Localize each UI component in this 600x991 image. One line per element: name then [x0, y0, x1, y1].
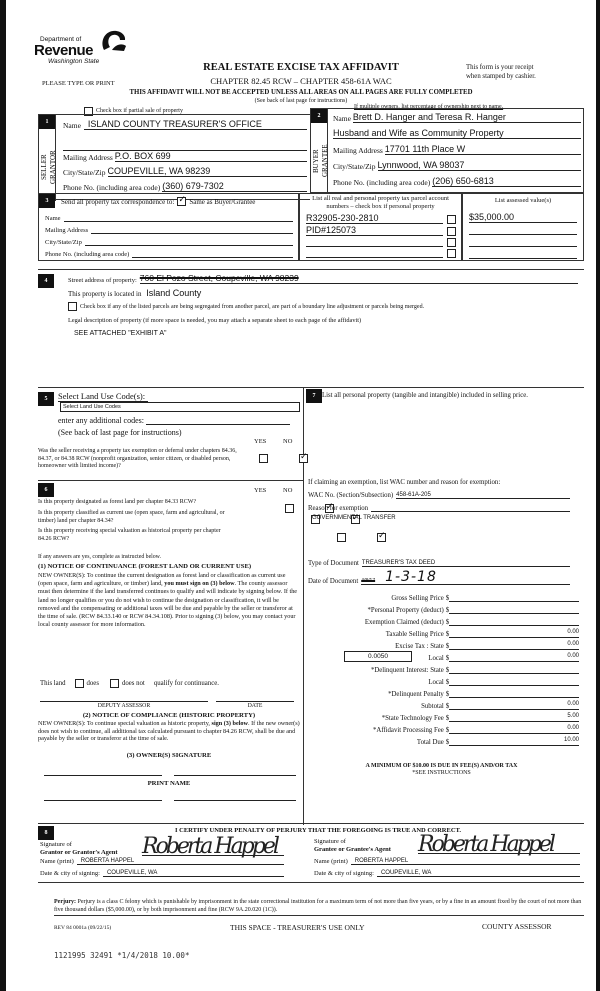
parcel-field[interactable]: PID#125073	[306, 225, 443, 236]
section6-divider	[38, 480, 304, 481]
left-column	[38, 387, 304, 825]
reason-field[interactable]: GOVERNMENTAL TRANSFER	[312, 515, 396, 521]
buyer-phone-field[interactable]: (206) 650-6813	[432, 176, 581, 187]
parcel-numbers-box	[299, 193, 462, 261]
assessed-value-field[interactable]	[469, 248, 577, 259]
continuance-row	[40, 679, 219, 688]
seller-name2-field[interactable]	[63, 141, 307, 151]
same-as-buyer-label: Same as Buyer/Grantee	[189, 197, 256, 206]
seller-mailing-field[interactable]: P.O. BOX 699	[115, 151, 307, 162]
corr-mailing-label: Mailing Address	[45, 227, 89, 234]
additional-codes-field[interactable]	[146, 417, 290, 425]
grantee-signature-label: Signature of Grantee or Grantee's Agent	[314, 838, 391, 853]
fee-row: Local $ 0.00	[428, 653, 580, 662]
buyer-city-label: City/State/Zip	[333, 162, 376, 171]
reason-row	[308, 505, 570, 512]
buyer-mailing-field[interactable]: 17701 11th Place W	[385, 144, 581, 155]
section-number-1: 1	[39, 115, 55, 129]
section-correspondence	[38, 193, 299, 261]
corr-city-row	[45, 238, 293, 246]
see-back-note: (See back of last page for instructions)	[254, 98, 348, 104]
excise-tax-local-field[interactable]: 0.00	[449, 653, 579, 662]
receipt-note	[466, 63, 536, 81]
section-property	[38, 269, 584, 337]
fee-row: *Delinquent Interest: State $	[304, 665, 579, 674]
fee-row: Taxable Selling Price $ 0.00	[385, 629, 580, 638]
segregated-row	[68, 302, 424, 311]
date-label: DATE	[247, 703, 263, 709]
grantor-signature-field[interactable]	[142, 834, 284, 859]
logo-line1: Department of	[40, 36, 82, 43]
personal-property-checkbox[interactable]	[447, 215, 456, 224]
affidavit-processing-fee-field[interactable]: 0.00	[449, 725, 579, 734]
grantor-date-label: Date & city of signing:	[40, 870, 100, 877]
street-row	[68, 273, 578, 284]
corr-city-field[interactable]	[85, 238, 293, 246]
buyer-name-label: Name	[333, 114, 351, 123]
see-instructions-note: *SEE INSTRUCTIONS	[412, 770, 471, 776]
owner-signature-line-2[interactable]	[174, 775, 296, 776]
land-use-see-back: (See back of last page for instructions)	[58, 428, 182, 437]
yes-header: YES	[254, 487, 267, 494]
parcel-row	[306, 213, 456, 224]
multiple-owners-note: If multiple owners, list percentage of ownership next to name.	[354, 104, 504, 110]
corr-name-field[interactable]	[64, 214, 293, 222]
grantee-name-row	[314, 858, 580, 865]
minimum-due-note: A MINIMUM OF $10.00 IS DUE IN FEE(S) AND/OR TAX	[365, 763, 518, 769]
personal-property-checkbox[interactable]	[447, 227, 456, 236]
logo-line2: Revenue	[34, 42, 94, 59]
assessed-value-field[interactable]	[469, 224, 577, 235]
parcel-row	[306, 225, 456, 236]
seller-mailing-row	[63, 151, 307, 162]
grantor-name-field[interactable]: ROBERTA HAPPEL	[77, 858, 284, 865]
dor-swirl-icon	[98, 28, 128, 54]
doc-date-row	[308, 571, 570, 585]
buyer-city-field[interactable]: Lynnwood, WA 98037	[378, 160, 582, 171]
does-label: does	[86, 680, 99, 687]
fee-row: Local $	[304, 677, 579, 686]
segregated-checkbox[interactable]	[68, 302, 77, 311]
reason-label: Reason for exemption	[308, 505, 369, 512]
grantee-name-field[interactable]: ROBERTA HAPPEL	[351, 858, 580, 865]
notice-compliance-title: (2) NOTICE OF COMPLIANCE (HISTORIC PROPERTY)	[82, 712, 256, 719]
deputy-line[interactable]	[40, 701, 208, 702]
land-use-label: Select Land Use Code(s):	[58, 391, 148, 402]
corr-mailing-field[interactable]	[91, 226, 293, 234]
print-name-title: PRINT NAME	[147, 780, 191, 787]
fee-row: Total Due $ 10.00	[416, 737, 580, 746]
section-number-2: 2	[311, 109, 327, 123]
additional-codes-row	[58, 416, 290, 425]
perjury-notice: Perjury: Perjury is a class C felony which is punishable by imprisonment in the state correctional institution for a maximum term of not more than five years, or by a fine in an amount fixed by the court of not more than five thousand dollars ($5,000.00), or by both imprisonment and fine (RCW 9A.20.020 (1C)).	[54, 898, 584, 916]
parcel-field[interactable]: R32905-230-2810	[306, 213, 443, 224]
no-header: NO	[283, 487, 293, 494]
seller-side	[39, 115, 56, 201]
buyer-side-label: BUYER GRANTEE	[312, 144, 329, 178]
wac-field[interactable]: 458-61A-205	[396, 492, 570, 499]
street-field[interactable]: 760 El Pozo Street, Coupeville, WA 98239	[139, 273, 299, 283]
legal-description-label: Legal description of property (if more space is needed, you may attach a separate sheet to each page of the affidavit)	[68, 317, 362, 324]
section-buyer	[310, 108, 584, 193]
notice-compliance-text: NEW OWNER(S): To continue special valuation as historic property, sign (3) below. If the new owner(s) does not wish to continue, all additional tax calculated pursuant to chapter 84.26 RCW, shall be due and payable by the seller or transferor at the time of sale.	[38, 720, 300, 742]
grantee-signature: Roberta Happel	[418, 832, 553, 857]
grantor-name-row	[40, 858, 284, 865]
logo-line3: Washington State	[48, 58, 100, 65]
forest-land-question: Is this property designated as forest land per chapter 84.33 RCW?	[38, 499, 197, 505]
grantee-name-label: Name (print)	[314, 858, 348, 865]
exemption-claim-label: If claiming an exemption, list WAC number and reason for exemption:	[308, 479, 501, 486]
parcel-header: List all real and personal property tax parcel account numbers – check box if personal property	[312, 195, 449, 210]
buyer-mailing-label: Mailing Address	[333, 146, 383, 155]
doc-date-struck: 4/8/17	[361, 578, 376, 584]
forest-yes-checkbox[interactable]	[285, 504, 294, 513]
grantee-date-row	[314, 870, 580, 877]
grantor-name-label: Name (print)	[40, 858, 74, 865]
parcel-row	[306, 237, 456, 247]
treasurer-use-label: THIS SPACE - TREASURER'S USE ONLY	[230, 923, 365, 932]
section-number-5: 5	[38, 392, 54, 406]
seller-side-label: SELLER GRANTOR	[40, 150, 57, 184]
scan-left-edge	[0, 0, 6, 991]
assessed-value-field[interactable]: $35,000.00	[469, 212, 577, 223]
section-number-3: 3	[39, 194, 55, 208]
buyer-name-row	[333, 112, 581, 123]
seller-name-field[interactable]: ISLAND COUNTY TREASURER'S OFFICE	[84, 119, 307, 130]
fee-row: *State Technology Fee $ 5.00	[381, 713, 580, 722]
corr-name-row	[45, 214, 293, 222]
additional-codes-label: enter any additional codes:	[58, 416, 144, 425]
legal-description-field[interactable]: SEE ATTACHED "EXHIBIT A"	[74, 330, 167, 337]
buyer-phone-row	[333, 176, 581, 187]
same-as-buyer-checkbox[interactable]	[177, 197, 186, 206]
right-column	[304, 387, 584, 817]
notice-continuance-text: NEW OWNER(S): To continue the current designation as forest land or classification as current use (open space, farm and agriculture, or timber) land, you must sign on (3) below. The county assessor must then determine if the land transferred continues to qualify and will indicate by signing below. If the land no longer qualifies or you do not wish to continue the designation or classification, it will be removed and the compensating or additional taxes will be due and payable by the seller or transferor at the time of sale. (RCW 84.33.140 or RCW 84.34.108). Prior to signing (3) below, you may contact your local county assessor for more information.	[38, 572, 298, 629]
if-yes-note: If any answers are yes, complete as instructed below.	[38, 554, 161, 560]
historical-question: Is this property receiving special valuation as historical property per chapter 84.26 RCW?	[38, 528, 221, 542]
receipt-note-line2: when stamped by cashier.	[466, 73, 536, 80]
buyer-phone-label: Phone No. (including area code)	[333, 178, 431, 187]
wac-label: WAC No. (Section/Subsection)	[308, 492, 394, 499]
grantor-city-field[interactable]: COUPEVILLE, WA	[103, 870, 284, 877]
buyer-name2-row	[333, 128, 581, 139]
located-row	[68, 288, 201, 298]
seller-name-label: Name	[63, 121, 81, 130]
dor-logo	[36, 26, 136, 66]
located-label: This property is located in	[68, 290, 142, 298]
section-number-8: 8	[38, 826, 54, 840]
gross-selling-price-field[interactable]	[449, 593, 579, 602]
assessed-values-header: List assessed value(s)	[494, 197, 552, 204]
corr-name-label: Name	[45, 215, 61, 222]
doc-date-label: Date of Document	[308, 578, 359, 585]
seller-phone-row	[63, 181, 307, 192]
total-due-field[interactable]: 10.00	[449, 737, 579, 746]
delinquent-interest-state-field[interactable]	[449, 665, 579, 674]
assessed-value-field[interactable]	[469, 236, 577, 247]
fee-row: Exemption Claimed (deduct) $	[304, 617, 579, 626]
warning-text: THIS AFFIDAVIT WILL NOT BE ACCEPTED UNLESS ALL AREAS ON ALL PAGES ARE FULLY COMPLETED	[129, 89, 473, 96]
delinquent-interest-local-field[interactable]	[449, 677, 579, 686]
land-use-select[interactable]: Select Land Use Codes	[60, 402, 300, 412]
scan-right-edge	[596, 0, 600, 991]
subtotal-field[interactable]: 0.00	[449, 701, 579, 710]
seller-city-row	[63, 166, 307, 177]
located-field[interactable]: Island County	[146, 288, 202, 298]
yes-header: YES	[254, 438, 267, 445]
doc-date-field[interactable]: 1-3-18	[385, 569, 437, 585]
fee-row: *Affidavit Processing Fee $ 0.00	[372, 725, 580, 734]
exemption-yes-checkbox[interactable]	[259, 454, 268, 463]
assessed-values-box	[462, 193, 584, 261]
form-number: REV 84 0001a (09/22/15)	[54, 925, 112, 931]
grantee-city-field[interactable]: COUPEVILLE, WA	[377, 870, 580, 877]
section-certify	[38, 823, 584, 883]
segregated-label: Check box if any of the listed parcels are being segregated from another parcel, are part of a boundary line adjustment or parcels being merged.	[80, 303, 425, 310]
seller-name-row	[63, 119, 307, 130]
corr-phone-field[interactable]	[132, 250, 293, 258]
grantor-date-row	[40, 870, 284, 877]
form-subtitle: CHAPTER 82.45 RCW – CHAPTER 458-61A WAC	[210, 76, 392, 86]
no-header: NO	[283, 438, 293, 445]
current-use-question: Is this property classified as current use (open space, farm and agricultural, or timber) land per chapter 84.34?	[38, 510, 225, 524]
does-not-checkbox[interactable]	[110, 679, 119, 688]
doc-type-field[interactable]: TREASURER'S TAX DEED	[362, 560, 570, 567]
fee-row: Subtotal $ 0.00	[421, 701, 580, 710]
section-number-7: 7	[306, 389, 322, 403]
seller-city-label: City/State/Zip	[63, 168, 106, 177]
this-land-label: This land	[40, 680, 66, 687]
correspondence-row	[61, 197, 255, 206]
corr-city-label: City/State/Zip	[45, 239, 82, 246]
seller-city-field[interactable]: COUPEVILLE, WA 98239	[108, 166, 308, 177]
parcel-row	[306, 248, 456, 258]
affidavit-page	[6, 0, 596, 991]
partial-sale-label: Check box if partial sale of property	[96, 108, 183, 114]
section-number-6: 6	[38, 483, 54, 497]
buyer-side	[311, 109, 328, 193]
local-rate-box: 0.0050	[344, 651, 412, 662]
seller-phone-field[interactable]: (360) 679-7302	[162, 181, 307, 192]
deputy-assessor-label: DEPUTY ASSESSOR	[97, 703, 151, 709]
print-name-line-2[interactable]	[174, 800, 296, 801]
parcel-field[interactable]	[306, 237, 443, 247]
form-title: REAL ESTATE EXCISE TAX AFFIDAVIT	[203, 62, 399, 73]
does-not-label: does not	[121, 680, 145, 687]
grantor-signature: Roberta Happel	[142, 834, 277, 859]
doc-type-label: Type of Document	[308, 560, 359, 567]
excise-tax-state-field[interactable]: 0.00	[449, 641, 579, 650]
fee-row: *Delinquent Penalty $	[304, 689, 579, 698]
certify-statement: I CERTIFY UNDER PENALTY OF PERJURY THAT THE FOREGOING IS TRUE AND CORRECT.	[174, 827, 461, 834]
state-technology-fee-field[interactable]: 5.00	[449, 713, 579, 722]
print-name-line-1[interactable]	[44, 800, 162, 801]
personal-property-checkbox[interactable]	[447, 238, 456, 247]
qualify-label: qualify for continuance.	[153, 680, 219, 687]
date-line[interactable]	[216, 701, 294, 702]
grantee-signature-field[interactable]	[418, 832, 580, 857]
wac-row	[308, 492, 570, 499]
owner-signature-line-1[interactable]	[44, 775, 162, 776]
personal-property-deduct-field[interactable]	[449, 605, 579, 614]
taxable-selling-price-field[interactable]: 0.00	[449, 629, 579, 638]
street-label: Street address of property:	[68, 277, 137, 284]
corr-phone-row	[45, 250, 293, 258]
exemption-question: Was the seller receiving a property tax exemption or deferral under chapters 84.36, 84.37, or 84.38 RCW (nonprofit organization, senior citizen, or disabled person, homeowner with limited income)?	[38, 448, 237, 469]
corr-mailing-row	[45, 226, 293, 234]
cashier-stamp: 1121995 32491 *1/4/2018 10.00*	[54, 951, 190, 960]
fee-row: Gross Selling Price $	[304, 593, 579, 602]
corr-phone-label: Phone No. (including area code)	[45, 251, 130, 258]
receipt-note-line1: This form is your receipt	[466, 64, 534, 71]
fee-row: Excise Tax : State $ 0.00	[395, 641, 580, 650]
delinquent-penalty-field[interactable]	[449, 689, 579, 698]
notice-continuance-title: (1) NOTICE OF CONTINUANCE (FOREST LAND OR CURRENT USE)	[38, 563, 252, 570]
grantee-date-label: Date & city of signing:	[314, 870, 374, 877]
owner-signature-title: (3) OWNER(S) SIGNATURE	[126, 752, 212, 759]
section-number-4: 4	[38, 274, 54, 288]
seller-phone-label: Phone No. (including area code)	[63, 183, 161, 192]
fee-row: *Personal Property (deduct) $	[304, 605, 579, 614]
parcel-field[interactable]	[306, 248, 443, 258]
personal-property-checkbox[interactable]	[447, 249, 456, 258]
county-assessor-label: COUNTY ASSESSOR	[482, 922, 552, 931]
buyer-name-field[interactable]: Brett D. Hanger and Teresa R. Hanger	[353, 112, 581, 123]
buyer-mailing-row	[333, 144, 581, 155]
please-type: PLEASE TYPE OR PRINT	[42, 80, 115, 87]
does-checkbox[interactable]	[75, 679, 84, 688]
grantor-signature-label: Signature of Grantor or Grantor's Agent	[40, 841, 118, 856]
personal-property-label: List all personal property (tangible and intangible) included in selling price.	[322, 392, 528, 399]
exemption-claimed-field[interactable]	[449, 617, 579, 626]
seller-mailing-label: Mailing Address	[63, 153, 113, 162]
buyer-city-row	[333, 160, 581, 171]
doc-type-row	[308, 560, 570, 567]
correspondence-label: Send all property tax correspondence to:	[61, 197, 175, 206]
section-seller	[38, 114, 310, 200]
buyer-name2-field[interactable]: Husband and Wife as Community Property	[333, 128, 581, 139]
